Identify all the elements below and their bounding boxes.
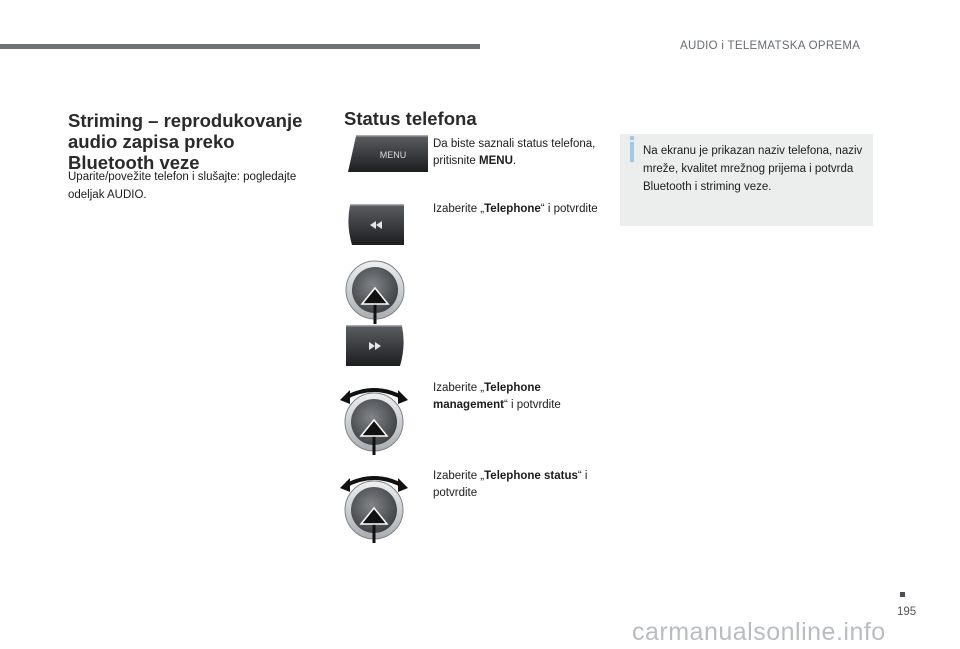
header-rule [0, 44, 480, 49]
step-menu-text: Da biste saznali status telefona, pritisnite MENU. [433, 138, 596, 167]
step-telephone-status-text: Izaberite „Telephone status“ i potvrdite [433, 470, 588, 499]
previous-button[interactable] [344, 203, 406, 247]
page-marker [900, 592, 905, 597]
section-header: AUDIO i TELEMATSKA OPREMA [680, 40, 861, 52]
rotate-left-arrow-icon [340, 478, 350, 492]
watermark: carmanualsonline.info [632, 618, 886, 646]
menu-button-label: MENU [379, 150, 407, 160]
streaming-description: Uparite/povežite telefon i slušajte: pogledajte odeljak AUDIO. [68, 171, 297, 201]
info-box [620, 134, 873, 226]
rotate-left-arrow-icon [340, 390, 350, 404]
info-text: Na ekranu je prikazan naziv telefona, naziv mreže, kvalitet mrežnog prijema i potvrda Bluetooth i striming veze. [643, 145, 863, 193]
rotate-right-arrow-icon [398, 390, 408, 404]
page-number: 195 [897, 606, 917, 618]
knob-rotate-press-control-management[interactable] [338, 378, 410, 456]
knob-press-control[interactable] [340, 258, 410, 326]
knob-rotate-press-control-status[interactable] [338, 466, 410, 544]
phone-status-title: Status telefona [344, 108, 477, 129]
step-telephone-text: Izaberite „Telephone“ i potvrdite [433, 203, 598, 215]
menu-button[interactable] [346, 134, 431, 174]
step-telephone-management-text: Izaberite „Telephone management“ i potvrdite [433, 382, 561, 411]
streaming-title: Striming – reprodukovanje audio zapisa preko Bluetooth veze [68, 110, 303, 173]
rotate-right-arrow-icon [398, 478, 408, 492]
next-button[interactable] [344, 324, 406, 368]
info-icon [630, 142, 634, 162]
